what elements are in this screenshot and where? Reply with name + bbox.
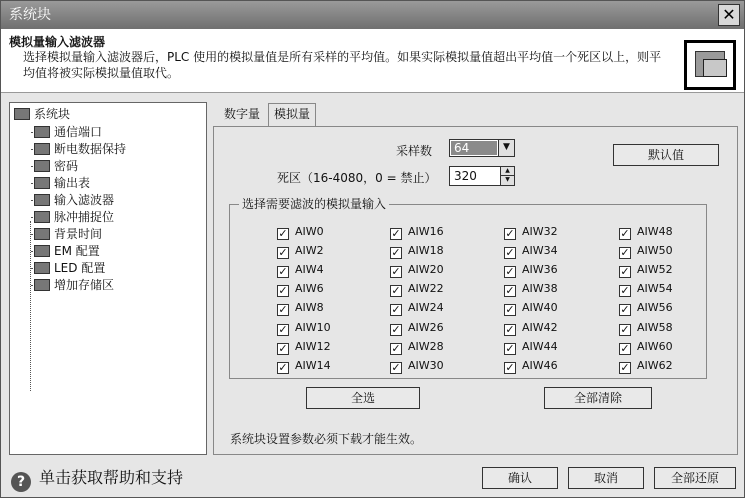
checkbox-label: AIW46 [522, 358, 558, 372]
default-button[interactable]: 默认值 [613, 144, 719, 166]
checkbox-label: AIW16 [408, 225, 444, 238]
analog-input-checkbox[interactable] [504, 301, 558, 315]
checkmark-icon[interactable]: ✓ [620, 322, 630, 336]
tab-analog[interactable]: 模拟量 [268, 103, 316, 127]
analog-input-checkbox[interactable] [619, 282, 673, 296]
cancel-button[interactable]: 取消 [568, 467, 644, 489]
checkmark-icon[interactable]: ✓ [620, 341, 630, 355]
checkmark-icon[interactable]: ✓ [620, 284, 630, 298]
checkbox-label: AIW34 [522, 244, 558, 258]
checkmark-icon[interactable]: ✓ [391, 341, 401, 355]
analog-input-checkbox[interactable] [277, 359, 331, 373]
tree-item-label: 背景时间 [54, 227, 103, 241]
checkbox-label: AIW44 [522, 339, 558, 353]
restore-all-button[interactable]: 全部还原 [654, 467, 736, 489]
tree-item-label: 输入滤波器 [54, 193, 115, 207]
analog-input-checkbox[interactable] [619, 359, 673, 373]
checkmark-icon[interactable]: ✓ [278, 303, 288, 317]
checkmark-icon[interactable]: ✓ [620, 227, 630, 240]
checkbox-label: AIW56 [637, 301, 673, 315]
settings-node-icon [34, 211, 50, 223]
tree-root[interactable] [14, 105, 70, 123]
header-description: 选择模拟量输入滤波器后，PLC 使用的模拟量值是所有采样的平均值。如果实际模拟量值超出平均值一个死区以上，则平均值将被实际模拟量值取代。 [23, 50, 662, 80]
tab-digital[interactable]: 数字量 [224, 107, 261, 121]
settings-node-icon [34, 160, 50, 172]
checkbox-label: AIW6 [295, 282, 324, 296]
analog-input-checkbox[interactable] [277, 244, 324, 258]
system-block-icon [14, 108, 30, 120]
checkbox-label: AIW58 [637, 320, 673, 334]
checkmark-icon[interactable]: ✓ [505, 303, 515, 317]
checkbox-label: AIW52 [637, 263, 673, 277]
checkbox-label: AIW32 [522, 225, 558, 238]
checkmark-icon[interactable]: ✓ [278, 227, 288, 240]
download-note: 系统块设置参数必须下载才能生效。 [230, 432, 423, 446]
tree-item-label: 通信端口 [54, 125, 103, 139]
checkbox-label: AIW14 [295, 358, 331, 372]
settings-node-icon [34, 279, 50, 291]
chevron-down-icon[interactable]: ▼ [498, 140, 514, 156]
spin-down-icon[interactable]: ▼ [500, 176, 514, 185]
deadband-value: 320 [454, 169, 477, 183]
tree-item-label: LED 配置 [54, 261, 106, 275]
checkbox-label: AIW20 [408, 263, 444, 277]
spin-up-icon[interactable]: ▲ [500, 167, 514, 176]
analog-input-checkbox[interactable] [277, 321, 331, 335]
checkmark-icon[interactable]: ✓ [391, 284, 401, 298]
checkmark-icon[interactable]: ✓ [505, 341, 515, 355]
tree-item-label: 脉冲捕捉位 [54, 210, 115, 224]
sample-label: 采样数 [396, 144, 433, 158]
tree-item[interactable] [34, 140, 126, 158]
checkmark-icon[interactable]: ✓ [278, 322, 288, 336]
checkmark-icon[interactable]: ✓ [620, 246, 630, 260]
analog-input-checkbox[interactable] [390, 301, 444, 315]
settings-node-icon [34, 126, 50, 138]
checkmark-icon[interactable]: ✓ [505, 246, 515, 260]
checkmark-icon[interactable]: ✓ [620, 303, 630, 317]
checkbox-label: AIW60 [637, 339, 673, 353]
tree-item[interactable] [34, 174, 90, 192]
checkmark-icon[interactable]: ✓ [278, 246, 288, 260]
checkmark-icon[interactable]: ✓ [391, 360, 401, 374]
checkmark-icon[interactable]: ✓ [278, 265, 288, 279]
analog-input-checkbox[interactable] [504, 340, 558, 354]
checkbox-label: AIW2 [295, 244, 324, 258]
analog-input-checkbox[interactable] [277, 282, 324, 296]
help-link[interactable] [11, 465, 183, 492]
checkbox-label: AIW38 [522, 282, 558, 296]
analog-input-checkbox[interactable] [504, 263, 558, 277]
analog-input-checkbox[interactable] [390, 225, 444, 239]
analog-input-checkbox[interactable] [619, 340, 673, 354]
checkbox-label: AIW48 [637, 225, 673, 238]
analog-input-checkbox[interactable] [619, 225, 673, 239]
analog-input-checkbox[interactable] [504, 282, 558, 296]
checkmark-icon[interactable]: ✓ [278, 360, 288, 374]
header-panel [1, 29, 744, 93]
checkbox-label: AIW42 [522, 320, 558, 334]
checkmark-icon[interactable]: ✓ [278, 284, 288, 298]
tree-item-label: 断电数据保持 [54, 142, 127, 156]
checkmark-icon[interactable]: ✓ [620, 265, 630, 279]
analog-input-checkbox[interactable] [504, 244, 558, 258]
analog-input-checkbox[interactable] [619, 244, 673, 258]
tree-item-label: 增加存储区 [54, 278, 115, 292]
checkmark-icon[interactable]: ✓ [505, 265, 515, 279]
analog-input-checkbox[interactable] [504, 225, 558, 239]
sample-select[interactable] [449, 139, 515, 157]
analog-input-checkbox[interactable] [504, 359, 558, 373]
tree-item[interactable] [34, 225, 102, 243]
settings-node-icon [34, 177, 50, 189]
checkmark-icon[interactable]: ✓ [505, 360, 515, 374]
checkbox-label: AIW10 [295, 320, 331, 334]
checkbox-label: AIW62 [637, 358, 673, 372]
tree-item-label: EM 配置 [54, 244, 100, 258]
settings-node-icon [34, 228, 50, 240]
analog-input-checkbox[interactable] [277, 225, 324, 239]
tree-item[interactable] [34, 157, 78, 175]
tree-item[interactable] [34, 123, 102, 141]
header-title: 模拟量输入滤波器 [9, 35, 106, 49]
window-title: 系统块 [9, 7, 51, 23]
checkmark-icon[interactable]: ✓ [391, 265, 401, 279]
checkmark-icon[interactable]: ✓ [391, 227, 401, 240]
settings-node-icon [34, 245, 50, 257]
tree-item[interactable] [34, 242, 100, 260]
analog-input-checkbox[interactable] [390, 282, 444, 296]
checkmark-icon[interactable]: ✓ [391, 322, 401, 336]
checkmark-icon[interactable]: ✓ [278, 341, 288, 355]
analog-input-checkbox[interactable] [390, 359, 444, 373]
checkbox-label: AIW36 [522, 263, 558, 277]
analog-input-checkbox[interactable] [277, 301, 324, 315]
checkbox-label: AIW18 [408, 244, 444, 258]
tree-item[interactable] [34, 208, 114, 226]
deadband-input[interactable] [449, 166, 515, 186]
checkbox-label: AIW40 [522, 301, 558, 315]
analog-input-checkbox[interactable] [390, 340, 444, 354]
settings-node-icon [34, 143, 50, 155]
checkbox-label: AIW28 [408, 339, 444, 353]
analog-input-checkbox[interactable] [390, 263, 444, 277]
help-text: 单击获取帮助和支持 [39, 468, 184, 487]
analog-input-checkbox[interactable] [619, 321, 673, 335]
checkbox-label: AIW26 [408, 320, 444, 334]
analog-filter-icon [684, 40, 736, 90]
checkmark-icon[interactable]: ✓ [391, 246, 401, 260]
analog-input-checkbox[interactable] [277, 263, 324, 277]
tree-root-label: 系统块 [34, 107, 71, 121]
analog-input-checkbox[interactable] [504, 321, 558, 335]
checkbox-label: AIW0 [295, 225, 324, 238]
checkmark-icon[interactable]: ✓ [505, 284, 515, 298]
checkbox-label: AIW12 [295, 339, 331, 353]
help-icon: ? [11, 472, 31, 492]
checkbox-label: AIW24 [408, 301, 444, 315]
deadband-label: 死区（16-4080，0 = 禁止） [277, 171, 437, 185]
tree-item-label: 输出表 [54, 176, 91, 190]
tree-item[interactable] [34, 276, 114, 294]
settings-node-icon [34, 262, 50, 274]
analog-input-checkbox[interactable] [390, 244, 444, 258]
system-block-tree [9, 102, 207, 455]
checkbox-label: AIW22 [408, 282, 444, 296]
ok-button[interactable]: 确认 [482, 467, 558, 489]
checkmark-icon[interactable]: ✓ [505, 227, 515, 240]
analog-input-checkbox[interactable] [619, 263, 673, 277]
title-bar [1, 1, 744, 29]
group-legend: 选择需要滤波的模拟量输入 [239, 195, 389, 212]
select-all-button[interactable]: 全选 [306, 387, 420, 409]
checkbox-label: AIW30 [408, 358, 444, 372]
checkbox-label: AIW50 [637, 244, 673, 258]
checkbox-label: AIW4 [295, 263, 324, 277]
checkmark-icon[interactable]: ✓ [505, 322, 515, 336]
checkmark-icon[interactable]: ✓ [391, 303, 401, 317]
tree-item[interactable] [34, 259, 105, 277]
checkmark-icon[interactable]: ✓ [620, 360, 630, 374]
tree-item[interactable] [34, 191, 114, 209]
analog-input-checkbox[interactable] [277, 340, 331, 354]
analog-input-checkbox[interactable] [619, 301, 673, 315]
checkbox-label: AIW8 [295, 301, 324, 315]
clear-all-button[interactable]: 全部清除 [544, 387, 652, 409]
sample-value: 64 [451, 141, 497, 155]
tree-item-label: 密码 [54, 159, 79, 173]
checkbox-label: AIW54 [637, 282, 673, 296]
analog-input-checkbox[interactable] [390, 321, 444, 335]
close-icon[interactable]: ✕ [718, 4, 740, 26]
settings-node-icon [34, 194, 50, 206]
